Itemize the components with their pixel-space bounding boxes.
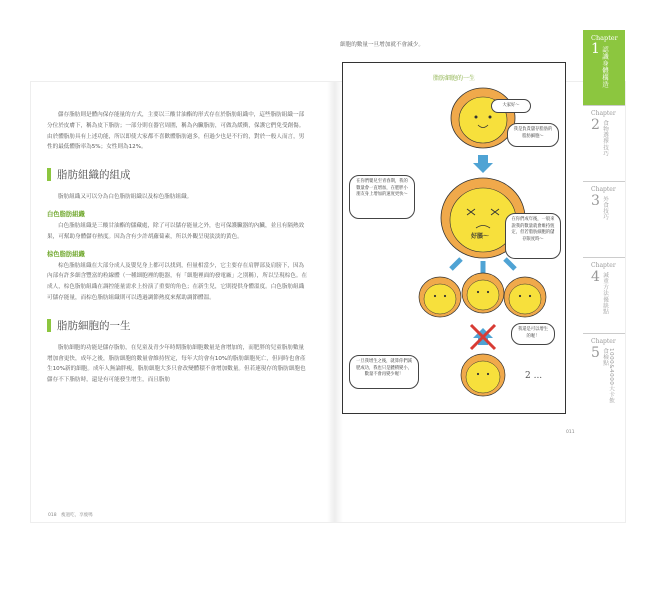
tab-chapter-label: Chapter [591, 186, 616, 193]
speech-bubble-child: 在你們嬰兒至青春期，我的數量會一直增加，在肥胖小朋友身上增加的速度更快～ [349, 175, 415, 219]
tab-chapter-title: 減重方法優缺點 [602, 272, 608, 315]
heading-bar [47, 168, 51, 181]
tab-chapter-label: Chapter [591, 110, 616, 117]
left-page [47, 110, 309, 386]
speech-bubble-once: 一旦我增生之後，就算你們減肥成功，我也只是體積變小，數量不會再變少喔！ [349, 355, 419, 389]
speech-bubble-intro: 我是負責儲存脂肪的脂肪細胞～ [507, 123, 559, 147]
fat-cell-small-3 [504, 277, 546, 317]
section2-paragraph: 脂肪細胞的功能是儲存脂肪，在兒童及青少年時期脂肪細胞數量是會增加的，而肥胖的兒童脂肪數量增加會更快，成年之後，脂肪細胞的數量會維持恆定，每年大約會有10%的脂肪細胞死亡，但同時也會產生10%新的細胞。成年人無論胖瘦，脂肪細胞大多只會改變體積不會增加數量。但若連現存的脂肪細胞也儲存不下脂肪時，還是有可能發生增生，而且脂肪 [47, 344, 306, 384]
tab-chapter-title: 食物選擇技巧 [602, 120, 608, 157]
speech-bubble-adult: 在你們成年後，一般來說我的數量就會維持恆定，但若脂肪細胞的儲存限度時～ [505, 213, 561, 259]
chapter-tab-1[interactable] [583, 30, 625, 105]
speech-bubble-hello: 大家好～ [491, 99, 531, 113]
tab-chapter-number: 1 [591, 41, 600, 57]
section-heading-composition [47, 167, 309, 182]
diagram-title: 脂肪細胞的一生 [432, 75, 475, 82]
heading-bar [47, 319, 51, 332]
tab-chapter-title: 1000&4000大卡飲食檢點 [602, 348, 614, 404]
tab-chapter-number: 4 [591, 269, 600, 285]
right-caption: 細胞的數量一旦增加就不會減少。 [340, 42, 424, 48]
section-title: 脂肪組織的組成 [57, 169, 131, 182]
page-gutter [327, 82, 343, 522]
intro-paragraph: 儲存脂肪則是體內保存能量的方式，主要以三酸甘油酯的形式存在於脂肪組織中，這些脂肪組織一部分位於皮膚下，稱為皮下脂肪；一部分則在器官周圍，稱為內臟脂肪，可做為緩衝，保護它們免受創傷。由於體脂肪具有上述功能，所以即使大家都不喜歡體脂肪過多，但過少也是不行的，對於一般人而言，男性的最低體脂率為5%；女性則為12%。 [47, 112, 305, 151]
arrow-down-icon [473, 155, 493, 173]
brown-fat-paragraph: 棕色脂肪組織在大部分成人及嬰兒身上都可以找到，但量相當少，它主要存在肩胛部及肩膀下，因為內部有許多細含豐富的粒線體（一種細胞裡的胞器，有「細胞裡面的發電廠」之別稱），所以呈現棕色。在成人，棕色脂肪組織在調控能量需求上扮演了重要的角色；在新生兒，它則提供身體溫度。白色脂肪組織可儲存能量，而棕色脂肪組織則可以透過調節熱度來幫助調節體溫。 [47, 262, 308, 301]
tab-chapter-number: 3 [591, 193, 600, 209]
left-folio: 018 瘦過吃，享瘦嗎 [48, 513, 93, 518]
chapter-tab-3[interactable] [583, 181, 625, 257]
tab-chapter-title: 外食技巧 [602, 196, 608, 221]
right-folio: 011 [566, 430, 575, 435]
arrow-split-right-icon [505, 259, 515, 269]
white-fat-paragraph: 白色脂肪組織是三酸甘油酯的儲藏處，除了可以儲存能量之外，也可保護臟器的內臟，並且有隔熱效果，可幫助身體儲存熱度。因為含有少許胡蘿蔔素，所以外觀呈現淡淡的黃色。 [47, 222, 305, 240]
tab-chapter-number: 5 [591, 345, 600, 361]
chapter-tabs [583, 30, 625, 409]
section-title: 脂肪細胞的一生 [57, 319, 131, 332]
fat-cell-final [461, 354, 505, 396]
tab-chapter-number: 2 [591, 117, 600, 133]
cell-label: 好脹～ [471, 233, 490, 240]
section-heading-lifecycle [47, 318, 309, 333]
fat-cell-small-2 [462, 273, 504, 313]
fat-cell-diagram [342, 62, 566, 414]
tab-chapter-label: Chapter [591, 262, 616, 269]
fat-cell-happy [451, 88, 515, 148]
section1-paragraph: 脂肪組織又可以分為白色脂肪組織以及棕色脂肪組織。 [58, 194, 193, 201]
fat-cell-small-1 [419, 277, 461, 317]
white-fat-title: 白色脂肪組織 [47, 210, 85, 218]
tab-chapter-label: Chapter [591, 338, 616, 345]
chapter-tab-2[interactable] [583, 105, 625, 181]
chapter-tab-5[interactable] [583, 333, 625, 409]
tab-chapter-title: 認識身體構造 [601, 46, 609, 88]
tab-chapter-label: Chapter [591, 34, 618, 42]
chapter-tab-4[interactable] [583, 257, 625, 333]
speech-bubble-unwilling: 我還是可以增生的喔！ [511, 323, 555, 345]
brown-fat-title: 棕色脂肪組織 [47, 250, 85, 258]
artist-signature: 2 ... [525, 371, 543, 381]
arrow-split-left-icon [451, 259, 461, 269]
